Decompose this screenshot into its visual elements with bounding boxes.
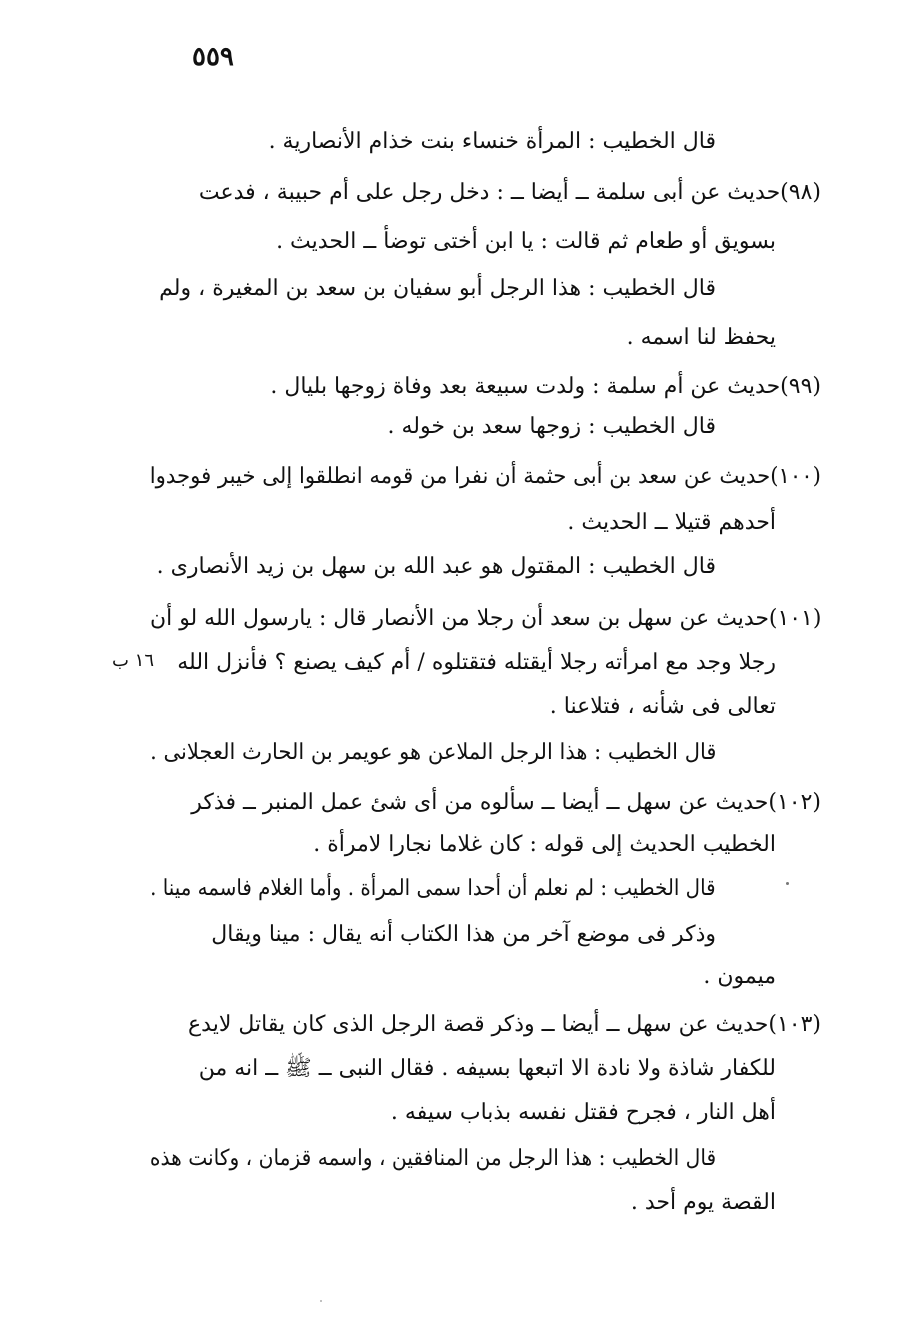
text-line: الخطيب الحديث إلى قوله : كان غلاما نجارا لامرأة . (313, 832, 776, 857)
text-line: قال الخطيب : المقتول هو عبد الله بن سهل بن زيد الأنصارى . (156, 554, 716, 579)
page-number: ٥٥٩ (192, 42, 234, 72)
text-line: (٩٨)حديث عن أبى سلمة ــ أيضا ــ : دخل رجل على أم حبيبة ، فدعت (198, 180, 821, 205)
text-line: أحدهم قتيلا ــ الحديث . (567, 510, 776, 535)
text-line: (١٠١)حديث عن سهل بن سعد أن رجلا من الأنصار قال : يارسول الله لو أن (149, 606, 821, 631)
text-line: قال الخطيب : زوجها سعد بن خوله . (387, 414, 716, 439)
text-line: للكفار شاذة ولا نادة الا اتبعها بسيفه . فقال النبى ــ ﷺ ــ انه من (198, 1056, 776, 1081)
text-line: (١٠٣)حديث عن سهل ــ أيضا ــ وذكر قصة الرجل الذى كان يقاتل لايدع (188, 1012, 821, 1037)
scan-speck (786, 882, 789, 885)
text-line: قال الخطيب : المرأة خنساء بنت خذام الأنصارية . (268, 129, 716, 154)
text-line: رجلا وجد مع امرأته رجلا أيقتله فتقتلوه / أم كيف يصنع ؟ فأنزل الله (177, 650, 776, 675)
margin-note: ١٦ ب (112, 650, 155, 671)
text-line: أهل النار ، فجرح فقتل نفسه بذباب سيفه . (390, 1100, 776, 1125)
text-line: قال الخطيب : هذا الرجل من المنافقين ، واسمه قزمان ، وكانت هذه (149, 1146, 716, 1171)
text-line: قال الخطيب : هذا الرجل الملاعن هو عويمر بن الحارث العجلانى . (149, 740, 716, 765)
text-line: بسويق أو طعام ثم قالت : يا ابن أختى توضأ ــ الحديث . (276, 229, 776, 254)
text-line: يحفظ لنا اسمه . (626, 325, 776, 350)
text-line: ميمون . (703, 964, 776, 989)
scan-speck (320, 1300, 322, 1302)
text-line: قال الخطيب : لم نعلم أن أحدا سمى المرأة . وأما الغلام فاسمه مينا . (150, 876, 716, 901)
text-line: (٩٩)حديث عن أم سلمة : ولدت سبيعة بعد وفاة زوجها بليال . (270, 374, 821, 399)
text-line: وذكر فى موضع آخر من هذا الكتاب أنه يقال : مينا ويقال (211, 922, 716, 947)
text-line: القصة يوم أحد . (630, 1190, 776, 1215)
text-line: تعالى فى شأنه ، فتلاعنا . (549, 694, 776, 719)
text-line: (١٠٠)حديث عن سعد بن أبى حثمة أن نفرا من قومه انطلقوا إلى خيبر فوجدوا (149, 464, 821, 489)
text-line: قال الخطيب : هذا الرجل أبو سفيان بن سعد بن المغيرة ، ولم (159, 276, 716, 301)
text-line: (١٠٢)حديث عن سهل ــ أيضا ــ سألوه من أى شئ عمل المنبر ــ فذكر (191, 790, 821, 815)
